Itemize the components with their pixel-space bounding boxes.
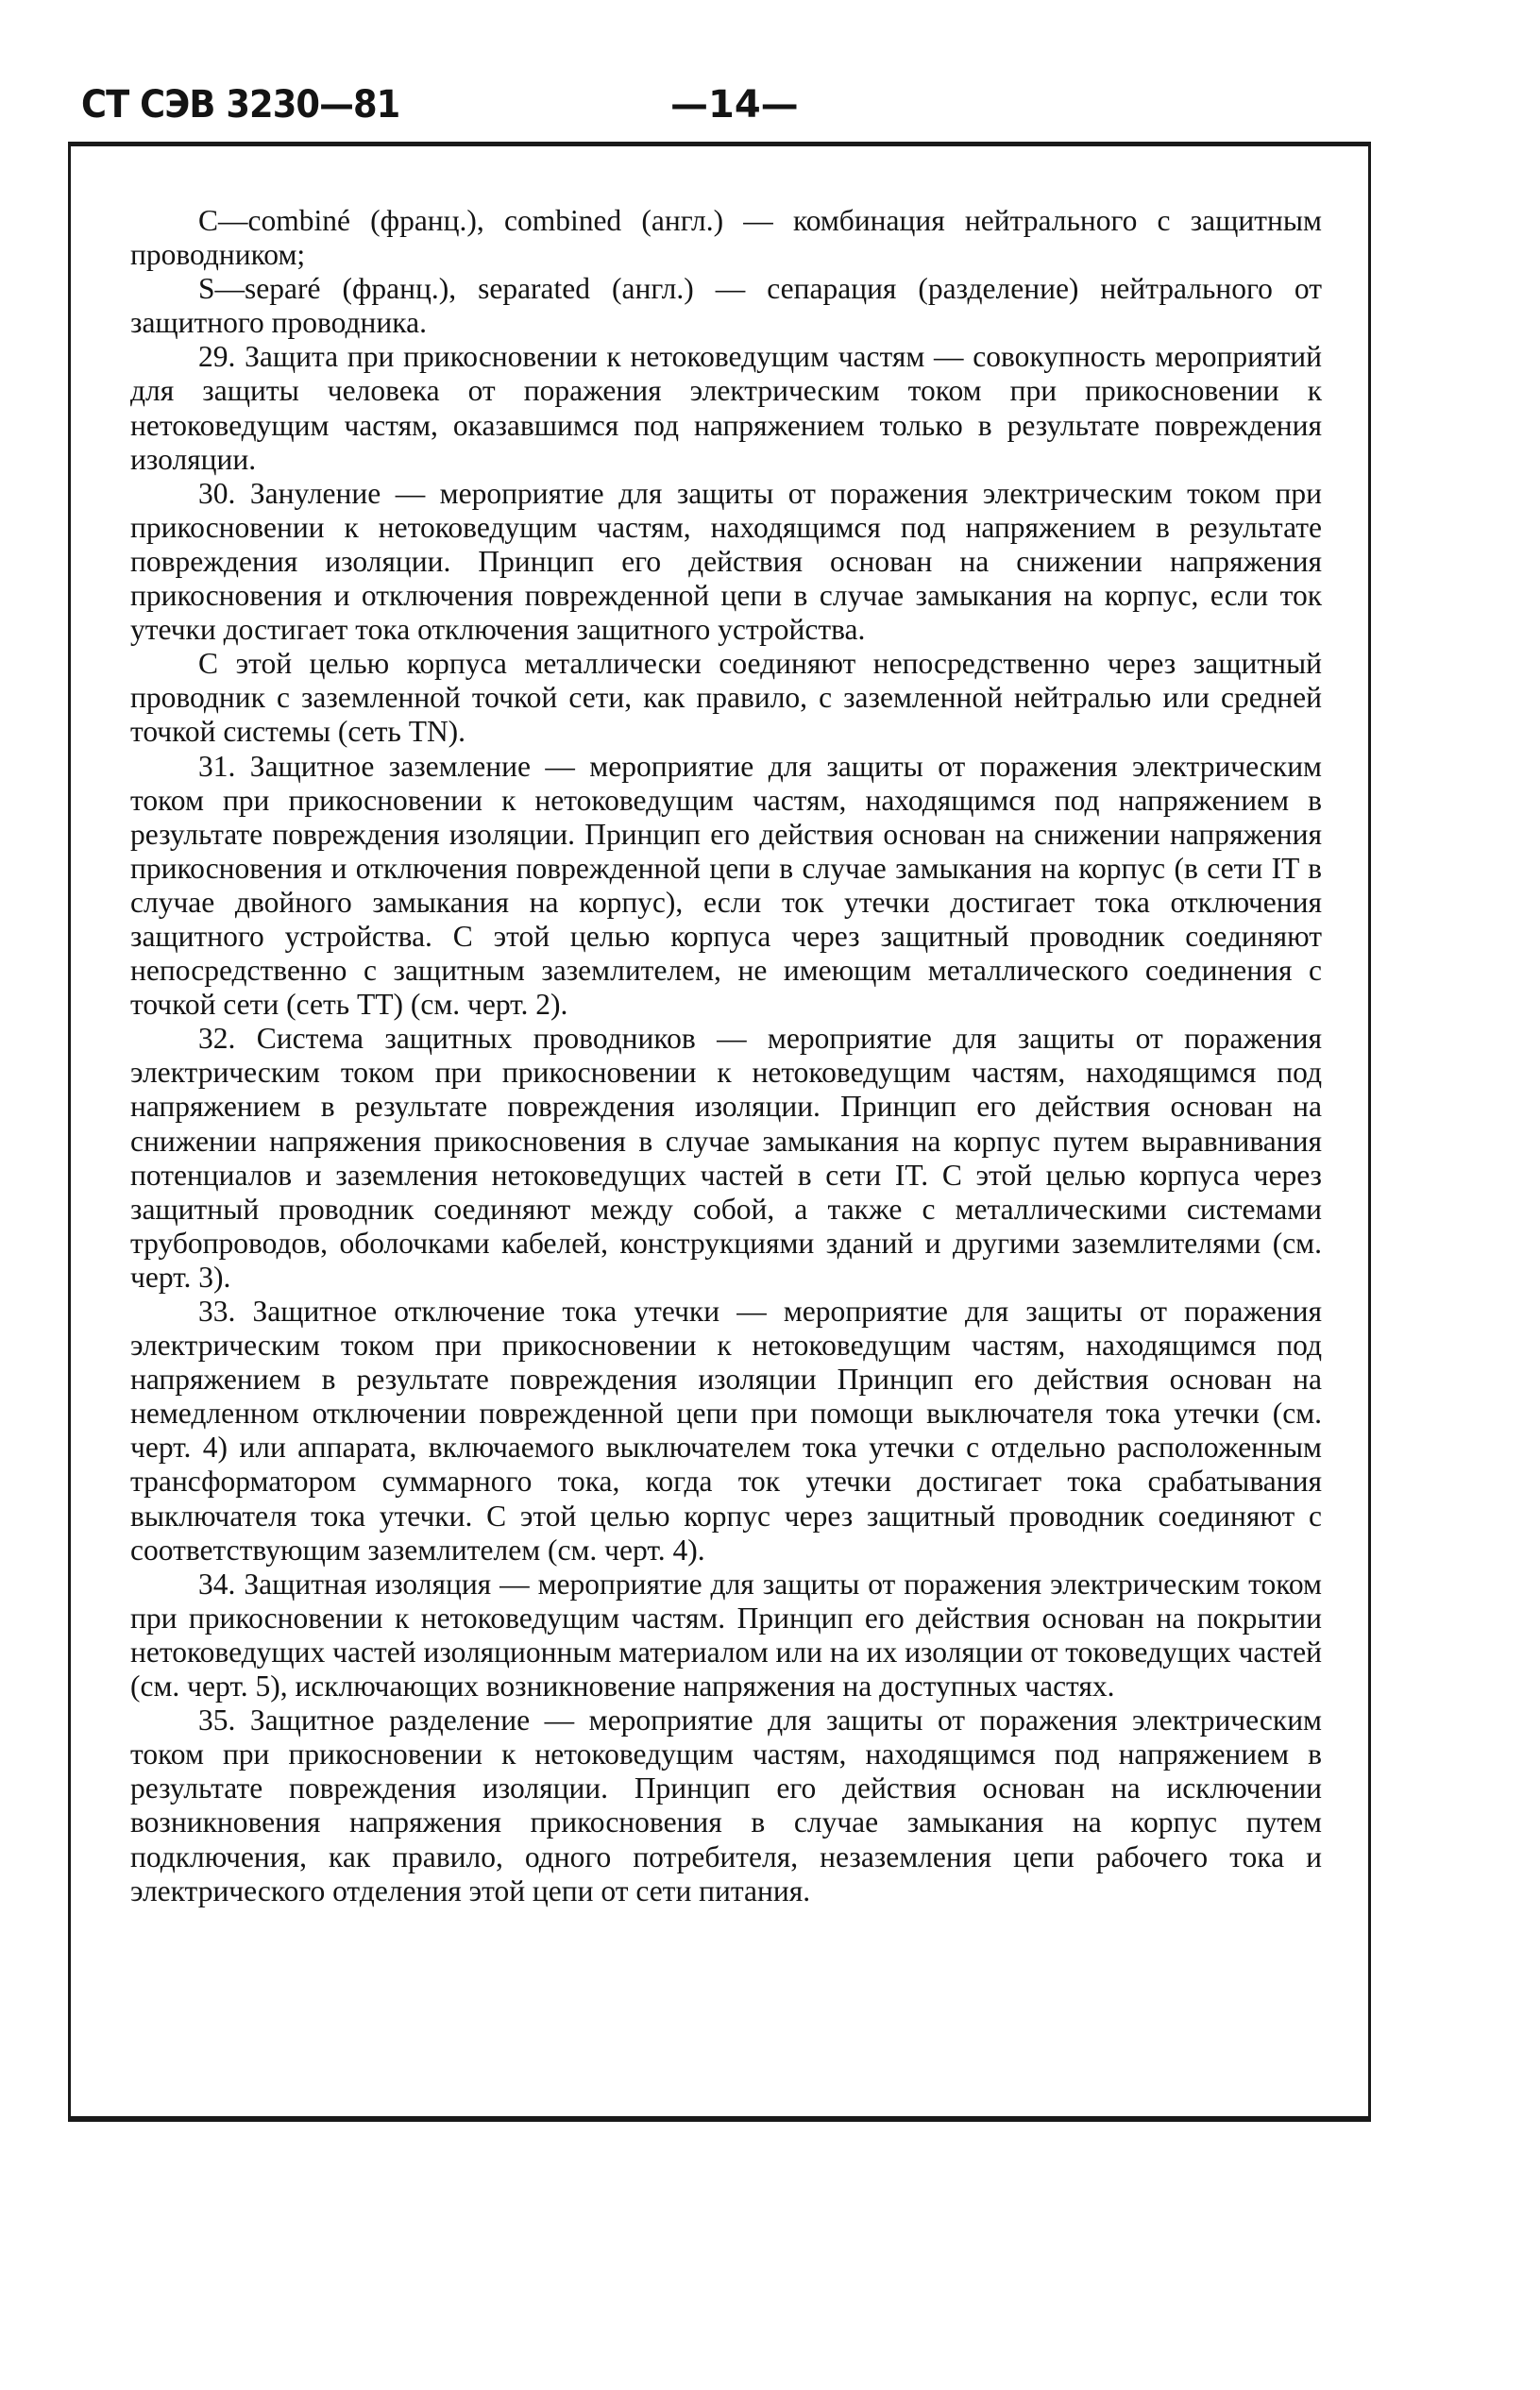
top-rule [68,142,1371,146]
clause-32: 32. Система защитных проводников — мероприятие для защиты от поражения электрическим током при прикосновении к нетоковедущим частям, находящимся под напряжением в результате повреждения изоляции. Принцип его действия основан на снижении напряжения прикосновения в случае замыкания на корпус путем выравнивания потенциалов и заземления нетоковедущих частей в сети IT. С этой целью корпуса через защитный проводник соединяют между собой, а также с металлическими системами трубопроводов, оболочками кабелей, конструкциями зданий и другими заземлителями (см. черт. 3). [130,1022,1322,1294]
definition-separated: S—separé (франц.), separated (англ.) — сепарация (разделение) нейтрального от защитного проводника. [130,272,1322,340]
clause-34: 34. Защитная изоляция — мероприятие для защиты от поражения электрическим током при прикосновении к нетоковедущим частям. Принцип его действия основан на покрытии нетоковедущих частей изоляционным материалом или на их изоляции от токоведущих частей (см. черт. 5), исключающих возникновение напряжения на доступных частях. [130,1567,1322,1704]
clause-33: 33. Защитное отключение тока утечки — мероприятие для защиты от поражения электрическим током при прикосновении к нетоковедущим частям, находящимся под напряжением в результате повреждения изоляции Принцип его действия основан на немедленном отключении поврежденной цепи при помощи выключателя тока утечки (см. черт. 4) или аппарата, включаемого выключателем тока утечки с отдельно расположенным трансформатором суммарного тока, когда ток утечки достигает тока срабатывания выключателя тока утечки. С этой целью корпус через защитный проводник соединяют с соответствующим заземлителем (см. черт. 4). [130,1295,1322,1567]
bottom-rule [68,2116,1371,2122]
page-number: —14— [670,83,799,127]
clause-29: 29. Защита при прикосновении к нетоковедущим частям — совокупность мероприятий для защиты человека от поражения электрическим током при прикосновении к нетоковедущим частям, оказавшимся под напряжением только в результате повреждения изоляции. [130,340,1322,476]
body-text [130,204,1322,1908]
clause-31: 31. Защитное заземление — мероприятие для защиты от поражения электрическим током при прикосновении к нетоковедущим частям, находящимся под напряжением в результате повреждения изоляции. Принцип его действия основан на снижении напряжения прикосновения и отключения поврежденной цепи в случае замыкания на корпус (в сети IT в случае двойного замыкания на корпус), если ток утечки достигает тока отключения защитного устройства. С этой целью корпуса через защитный проводник соединяют непосредственно с защитным заземлителем, не имеющим металлического соединения с точкой сети (сеть TT) (см. черт. 2). [130,749,1322,1022]
clause-30: 30. Зануление — мероприятие для защиты от поражения электрическим током при прикосновении к нетоковедущим частям, находящимся под напряжением в результате повреждения изоляции. Принцип его действия основан на снижении напряжения прикосновения и отключения поврежденной цепи в случае замыкания на корпус, если ток утечки достигает тока отключения защитного устройства. [130,476,1322,647]
definition-combined: С—combiné (франц.), combined (англ.) — комбинация нейтрального с защитным проводником; [130,204,1322,272]
document-code: СТ СЭВ 3230—81 [81,83,400,127]
clause-35: 35. Защитное разделение — мероприятие для защиты от поражения электрическим током при прикосновении к нетоковедущим частям, находящимся под напряжением в результате повреждения изоляции. Принцип его действия основан на исключении возникновения напряжения прикосновения в случае замыкания на корпус путем подключения, как правило, одного потребителя, незаземления цепи рабочего тока и электрического отделения этой цепи от сети питания. [130,1704,1322,1907]
clause-30-continued: С этой целью корпуса металлически соединяют непосредственно через защитный проводник с заземленной точкой сети, как правило, с заземленной нейтралью или средней точкой системы (сеть TN). [130,647,1322,749]
